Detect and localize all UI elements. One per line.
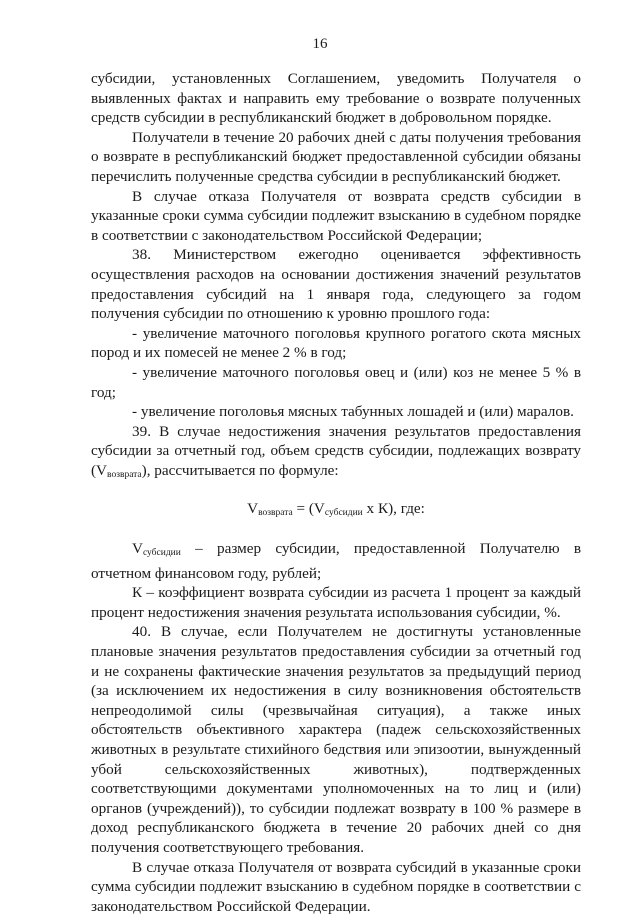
document-body — [91, 69, 581, 916]
definition-v-subsidy — [91, 539, 581, 583]
formula-subscript-return: возврата — [258, 508, 293, 519]
paragraph-item-40: 40. В случае, если Получателем не достигнуты установленные плановые значения результатов предоставления субсидии за отчетный год и не сохранены фактические значения результатов за предыдущий период (за исключением их недостижения в силу возникновения обстоятельств непреодолимой силы (чрезвычайная ситуация), а также иных обстоятельств объективного характера (падеж сельскохозяйственных животных в результате стихийного бедствия или эпизоотии, вынужденный убой сельскохозяйственных животных), подтвержденных соответствующими документами уполномоченных на то лиц и (или) органов (учреждений)), то субсидии подлежат возврату в 100 % размере в доход республиканского бюджета в течение 20 рабочих дней со дня получения соответствующего требования. — [91, 623, 581, 856]
formula-v: V — [247, 500, 259, 518]
list-item-sheep-goats: - увеличение маточного поголовья овец и (или) коз не менее 5 % в год; — [91, 363, 581, 401]
paragraph-refusal-recovery: В случае отказа Получателя от возврата средств субсидии в указанные сроки сумма субсидии подлежит взысканию в судебном порядке в соответствии с законодательством Российской Федерации; — [91, 187, 581, 244]
page-number: 16 — [312, 36, 328, 52]
formula-middle: = (V — [292, 500, 325, 518]
definition-v-text: – размер субсидии, предоставленной Получателю в отчетном финансовом году, рублей; — [91, 540, 581, 582]
formula-subscript-subsidy: субсидии — [324, 508, 363, 519]
paragraph-item-39 — [91, 422, 581, 486]
item-39-subscript: возврата — [107, 469, 142, 480]
paragraph-return-deadline: Получатели в течение 20 рабочих дней с даты получения требования о возврате в республиканский бюджет предоставленной субсидии обязаны перечислить полученные средства субсидии в республиканский бюджет. — [91, 128, 581, 185]
definition-k: К – коэффициент возврата субсидии из расчета 1 процент за каждый процент недостижения значения результата использования субсидии, %. — [91, 584, 581, 621]
definition-v-subscript: субсидии — [142, 548, 181, 559]
return-formula — [91, 499, 581, 524]
item-39-tail: ), рассчитывается по формуле: — [141, 461, 339, 479]
list-item-cattle: - увеличение маточного поголовья крупного рогатого скота мясных пород и их помесей не менее 2 % в год; — [91, 324, 581, 362]
paragraph-final-recovery: В случае отказа Получателя от возврата субсидий в указанные сроки сумма субсидии подлежит взысканию в судебном порядке в соответствии с законодательством Российской Федерации. — [91, 858, 581, 915]
definition-v: V — [132, 540, 143, 558]
list-item-horses-marals: - увеличение поголовья мясных табунных лошадей и (или) маралов. — [132, 403, 574, 421]
item-39-text: 39. В случае недостижения значения результатов предоставления субсидии за отчетный год, объем средств субсидии, подлежащих возврату (V — [91, 422, 581, 479]
paragraph-item-38: 38. Министерством ежегодно оценивается эффективность осуществления расходов на основании достижения значений результатов предоставления субсидий на 1 января года, следующего за годом получения субсидии по отношению к уровню прошлого года: — [91, 246, 581, 323]
paragraph-notification: субсидии, установленных Соглашением, уведомить Получателя о выявленных фактах и направить ему требование о возврате полученных средств субсидии в республиканский бюджет в добровольном порядке. — [91, 70, 581, 127]
formula-tail: x К), где: — [362, 500, 425, 518]
